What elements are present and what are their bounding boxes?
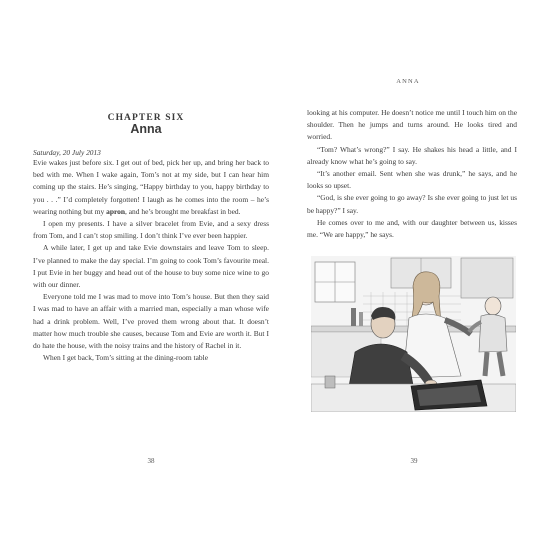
paragraph: He comes over to me and, with our daughter between us, kisses me. “We are happy,” he says.	[307, 217, 517, 240]
dateline: Saturday, 20 July 2013	[33, 148, 101, 157]
running-head: ANNA	[396, 78, 420, 85]
paragraph: “It’s another email. Sent when she was drunk,” he says, and he looks so upset.	[307, 169, 517, 191]
paragraph: Evie wakes just before six. I get out of bed, pick her up, and bring her back to bed with me. When I wake again, Tom’s not at my side, but I can hear him coming up the stairs. He’s singing, “Happy birthday to you, happy birthday to you . . .” I’d completely forgotten! I laugh as he comes into the room – he’s wearing nothing but my apron, and he’s brought me breakfast in bed.	[33, 158, 269, 216]
chapter-label: CHAPTER SIX	[107, 113, 185, 123]
page-number-right: 39	[410, 457, 418, 465]
page-number-left: 38	[147, 457, 155, 465]
bold-word: apron	[106, 206, 126, 216]
paragraph: I open my presents. I have a silver bracelet from Evie, and a sexy dress from Tom, and I can’t stop smiling. I don’t think I’ve ever been happier.	[33, 219, 269, 241]
paragraph: “Tom? What’s wrong?” I say. He shakes his head a little, and I already know what he’s going to say.	[307, 144, 517, 166]
paragraph: A while later, I get up and take Evie downstairs and leave Tom to sleep. I’ve planned to make the day special. I’m going to cook Tom’s favourite meal. I put Evie in her buggy and head out of the house to buy some nice wine to go with our dinner.	[33, 243, 269, 290]
paragraph: When I get back, Tom’s sitting at the dining-room table	[43, 353, 208, 363]
paragraph: looking at his computer. He doesn’t notice me until I touch him on the shoulder. Then he jumps and turns around. He looks tired and worried.	[307, 108, 517, 142]
chapter-title: Anna	[130, 122, 162, 136]
left-body-text	[33, 157, 269, 364]
right-body-text	[307, 107, 517, 241]
paragraph: “God, is she ever going to go away? Is she ever going to just let us be happy?” I say.	[307, 193, 517, 215]
paragraph: Everyone told me I was mad to move into Tom’s house. But then they said I was mad to have an affair with a married man, especially a man whose wife had a drink problem. Well, I’ve proved them wrong about that. It doesn’t matter how much trouble she causes, because Tom and Evie are worth it. But I do hate the house, with the noisy trains and the history of Rachel in it.	[33, 292, 269, 351]
family-at-computer-illustration	[311, 256, 516, 412]
